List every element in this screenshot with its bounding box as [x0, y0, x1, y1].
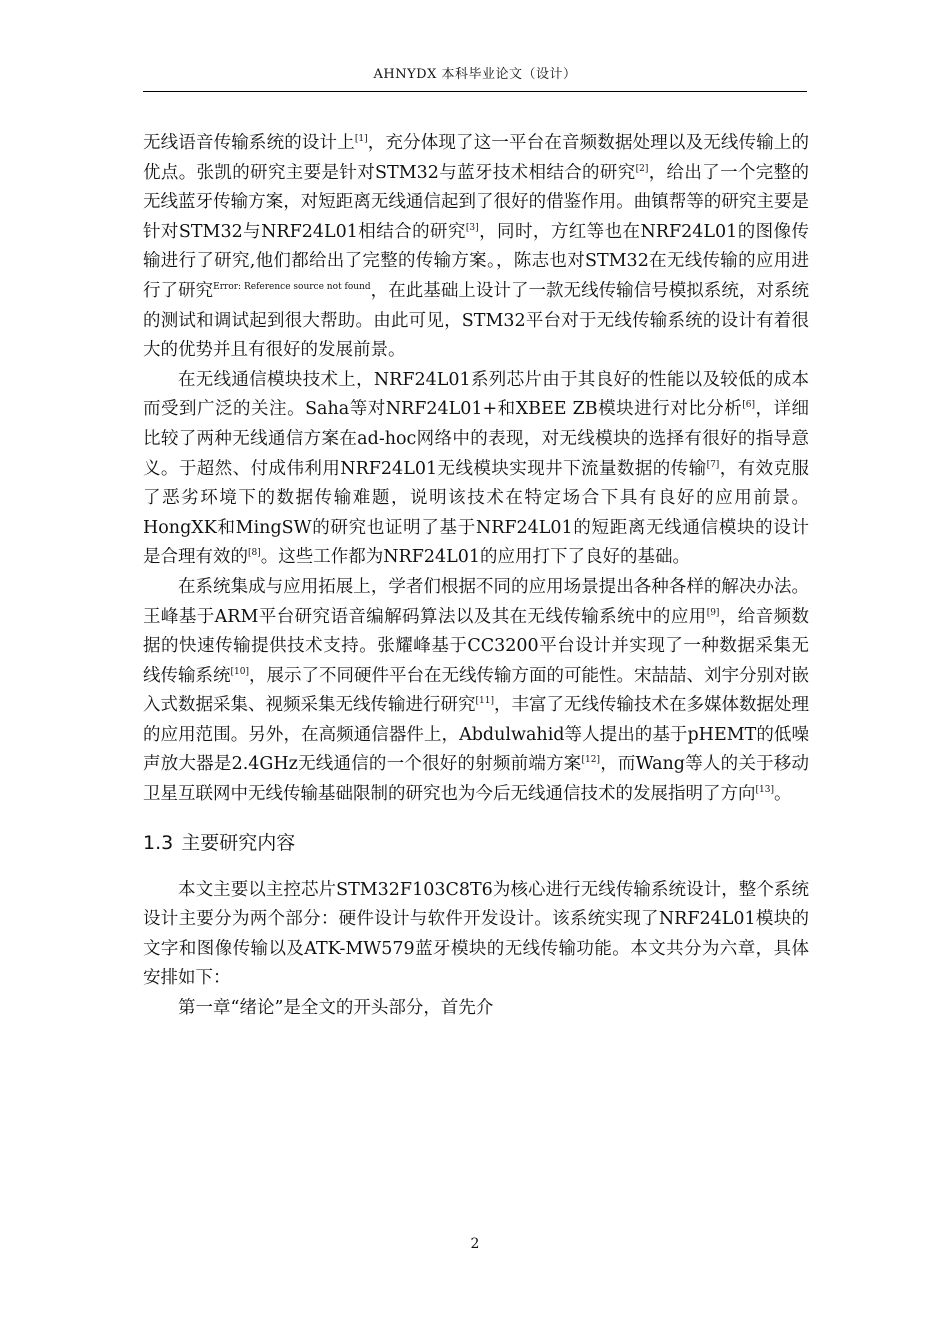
citation[interactable]: [11] [475, 696, 494, 707]
running-header: AHNYDX 本科毕业论文（设计） [373, 67, 577, 82]
text-run: 。这些工作都为NRF24L01的应用打下了良好的基础。 [260, 547, 691, 568]
citation[interactable]: [12] [581, 755, 600, 766]
citation[interactable]: [1] [354, 134, 368, 145]
page-body [143, 129, 809, 1024]
citation[interactable]: [3] [465, 222, 479, 233]
paragraph-4: 本文主要以主控芯片STM32F103C8T6为核心进行无线传输系统设计，整个系统设计主要分为两个部分：硬件设计与软件开发设计。该系统实现了NRF24L01模块的文字和图像传输以及ATK-MW579蓝牙模块的无线传输功能。本文共分为六章，具体安排如下： [143, 879, 809, 989]
citation-error[interactable]: Error: Reference source not found [213, 282, 371, 293]
citation[interactable]: [2] [635, 163, 649, 174]
text-run: ，丰富了无线传输技术在多媒体数据处理的应用范围。另外，在高频通信器件上，Abdulwahid等人提出的基于pHEMT的低噪声放大器是2.4GHz无线通信的一个很好的射频前端方案 [143, 695, 810, 775]
text-run: ，给音频数据的快速传输提供技术支持。张耀峰基于CC3200平台设计并实现了一种数据采集无线传输系统 [143, 606, 810, 686]
section-heading [143, 829, 809, 857]
section-title: 主要研究内容 [181, 831, 296, 854]
text-run: ，在此基础上设计了一款无线传输信号模拟系统，对系统的测试和调试起到很大帮助。由此可见，STM32平台对于无线传输系统的设计有着很大的优势并且有很好的发展前景。 [143, 280, 810, 361]
paragraph-3 [143, 573, 809, 810]
text-run: 无线语音传输系统的设计上 [143, 133, 355, 153]
citation[interactable]: [8] [248, 548, 261, 559]
text-run: ，而Wang等人的关于移动卫星互联网中无线传输基础限制的研究也为今后无线通信技术的发展指明了方向 [143, 754, 809, 805]
paragraph-1 [143, 129, 809, 366]
text-run: ，给出了一个完整的无线蓝牙传输方案，对短距离无线通信起到了很好的借鉴作用。曲镇帮等的研究主要是针对STM32与NRF24L01相结合的研究 [143, 162, 809, 242]
page-number: 2 [470, 1236, 480, 1252]
text-run: ，充分体现了这一平台在音频数据处理以及无线传输上的优点。张凯的研究主要是针对STM32与蓝牙技术相结合的研究 [143, 133, 810, 183]
citation[interactable]: [13] [755, 785, 774, 796]
text-run: ，有效克服了恶劣环境下的数据传输难题，说明该技术在特定场合下具有良好的应用前景。HongXK和MingSW的研究也证明了基于NRF24L01的短距离无线通信模块的设计是合理有效的 [143, 458, 809, 568]
text-run: 在无线通信模块技术上，NRF24L01系列芯片由于其良好的性能以及较低的成本而受到广泛的关注。Saha等对NRF24L01+和XBEE ZB模块进行对比分析 [143, 369, 809, 420]
text-run: ，展示了不同硬件平台在无线传输方面的可能性。宋喆喆、刘宇分别对嵌入式数据采集、视频采集无线传输进行研究 [143, 665, 810, 716]
text-run: 。 [773, 784, 792, 805]
citation[interactable]: [9] [706, 607, 720, 618]
citation[interactable]: [7] [706, 459, 720, 470]
header-rule [143, 91, 807, 92]
text-run: ，同时，方红等也在NRF24L01的图像传输进行了研究,他们都给出了完整的传输方案。，陈志也对STM32在无线传输的应用进行了研究 [143, 221, 809, 301]
text-run: ，详细比较了两种无线通信方案在ad-hoc网络中的表现，对无线模块的选择有很好的指导意义。于超然、付成伟利用NRF24L01无线模块实现井下流量数据的传输 [143, 399, 810, 479]
citation[interactable]: [6] [742, 400, 755, 411]
citation[interactable]: [10] [230, 666, 249, 677]
text-run: 在系统集成与应用拓展上，学者们根据不同的应用场景提出各种各样的解决办法。王峰基于ARM平台研究语音编解码算法以及其在无线传输系统中的应用 [143, 576, 809, 627]
paragraph-2 [143, 366, 809, 573]
paragraph-5: 第一章“绪论”是全文的开头部分，首先介 [178, 998, 494, 1019]
section-number: 1.3 [143, 831, 174, 854]
